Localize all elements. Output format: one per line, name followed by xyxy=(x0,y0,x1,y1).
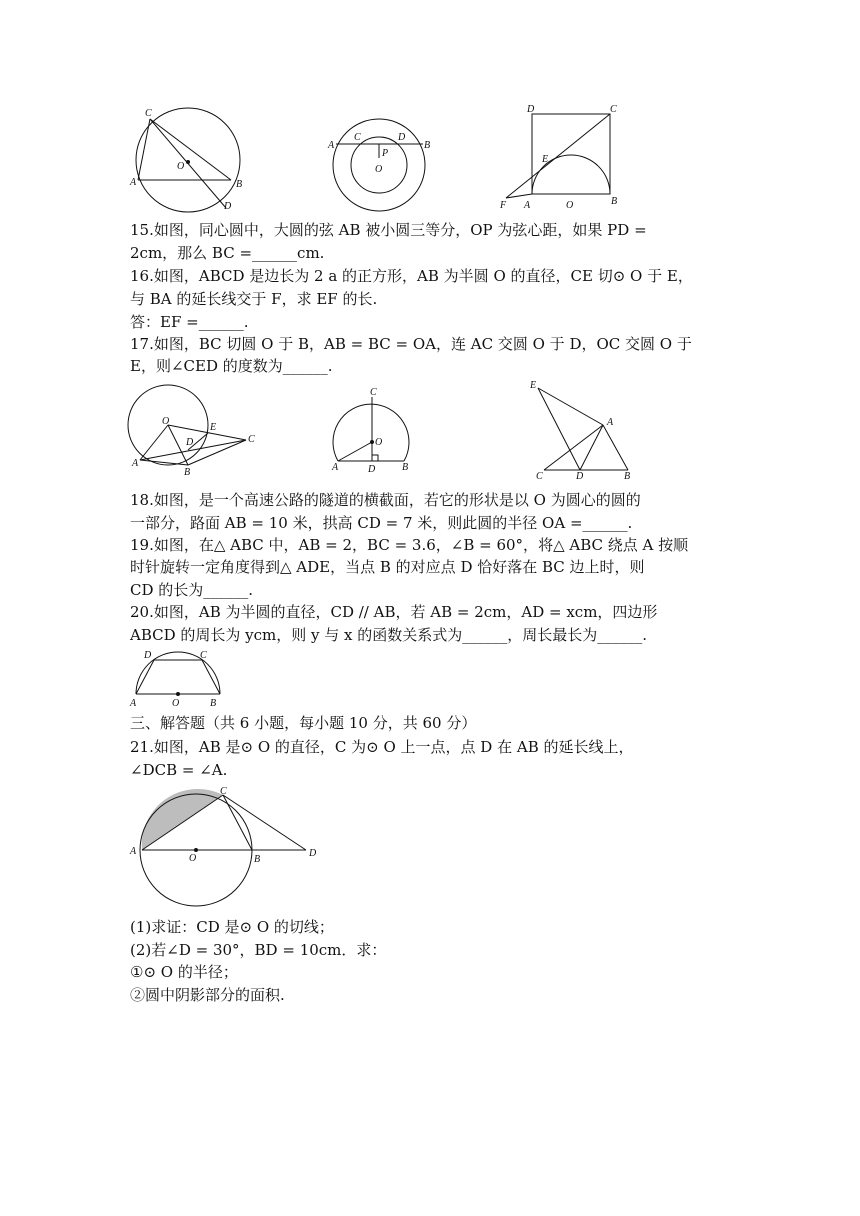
label-o: O xyxy=(375,164,383,175)
figure-tunnel-cross-section xyxy=(330,388,420,476)
label-d: D xyxy=(527,104,535,115)
q15-line1: 15.如图，同心圆中，大圆的弦 AB 被小圆三等分，OP 为弦心距，如果 PD = xyxy=(130,221,647,239)
label-a: A xyxy=(130,846,137,857)
figure-square-semicircle xyxy=(498,104,628,212)
label-c: C xyxy=(145,108,152,119)
q19-line2: 时针旋转一定角度得到△ ADE，当点 B 的对应点 D 恰好落在 BC 边上时，则 xyxy=(130,558,645,576)
label-d: D xyxy=(224,201,232,212)
q21-line1: 21.如图，AB 是⊙ O 的直径，C 为⊙ O 上一点，点 D 在 AB 的延长线上， xyxy=(130,738,634,756)
label-c: C xyxy=(354,132,361,143)
label-b: B xyxy=(402,462,409,473)
q15-line2: 2cm，那么 BC =______cm. xyxy=(130,244,325,262)
label-b: B xyxy=(424,140,431,151)
label-a: A xyxy=(130,177,137,188)
figure-circle-tangent xyxy=(128,380,268,480)
label-b: B xyxy=(184,467,191,478)
q19-line1: 19.如图，在△ ABC 中，AB = 2，BC = 3.6，∠B = 60°，将△ ABC 绕点 A 按顺 xyxy=(130,536,689,554)
label-a: A xyxy=(607,417,614,428)
label-b: B xyxy=(254,854,261,865)
q18-line2: 一部分，路面 AB = 10 米，拱高 CD = 7 米，则此圆的半径 OA =______. xyxy=(130,514,633,532)
q20-line2: ABCD 的周长为 ycm，则 y 与 x 的函数关系式为______，周长最长为______. xyxy=(130,626,648,644)
label-o: O xyxy=(172,698,180,709)
label-o: O xyxy=(375,437,383,448)
label-d: D xyxy=(144,650,152,661)
label-c: C xyxy=(610,104,617,115)
figure-circle-shaded-tangent xyxy=(126,784,326,910)
label-e: E xyxy=(530,380,537,391)
q21-part2: (2)若∠D = 30°，BD = 10cm．求： xyxy=(130,941,387,959)
label-o: O xyxy=(189,853,197,864)
label-o: O xyxy=(177,161,185,172)
figure-concentric-circles xyxy=(324,110,436,214)
label-c: C xyxy=(200,650,207,661)
q21-sub2: ②圆中阴影部分的面积. xyxy=(130,986,285,1004)
q21-part1: (1)求证：CD 是⊙ O 的切线； xyxy=(130,918,334,936)
q20-line1: 20.如图，AB 为半圆的直径，CD // AB，若 AB = 2cm，AD = xcm，四边形 xyxy=(130,603,658,621)
label-b: B xyxy=(624,471,631,482)
q18-line1: 18.如图，是一个高速公路的隧道的横截面，若它的形状是以 O 为圆心的圆的 xyxy=(130,491,641,509)
label-d: D xyxy=(398,132,406,143)
label-b: B xyxy=(611,196,618,207)
label-c: C xyxy=(220,786,227,797)
label-b: B xyxy=(236,179,243,190)
label-a: A xyxy=(328,140,335,151)
label-d: D xyxy=(309,848,317,859)
label-d: D xyxy=(576,471,584,482)
q16-line2: 与 BA 的延长线交于 F，求 EF 的长. xyxy=(130,290,378,308)
section-heading: 三、解答题（共 6 小题，每小题 10 分，共 60 分） xyxy=(130,714,477,732)
label-a: A xyxy=(332,462,339,473)
figure-rotated-triangles xyxy=(528,378,638,482)
q16-answer: 答：EF =______. xyxy=(130,313,249,331)
q19-line3: CD 的长为______. xyxy=(130,581,254,599)
label-a: A xyxy=(524,200,531,211)
q21-line2: ∠DCB = ∠A. xyxy=(130,761,228,779)
label-b: B xyxy=(210,698,217,709)
label-o: O xyxy=(566,200,574,211)
figure-semicircle-trapezoid xyxy=(128,646,228,708)
q21-sub1: ①⊙ O 的半径； xyxy=(130,963,238,981)
label-p: P xyxy=(382,148,389,159)
label-o: O xyxy=(162,416,170,427)
label-f: F xyxy=(500,200,507,211)
label-c: C xyxy=(536,471,543,482)
label-e: E xyxy=(210,422,217,433)
q16-line1: 16.如图，ABCD 是边长为 2 a 的正方形，AB 为半圆 O 的直径，CE 切⊙ O 于 E， xyxy=(130,267,693,285)
label-c: C xyxy=(370,387,377,398)
label-e: E xyxy=(542,154,549,165)
label-d: D xyxy=(368,464,376,475)
label-a: A xyxy=(130,698,137,709)
q17-line2: E，则∠CED 的度数为______. xyxy=(130,357,333,375)
label-c: C xyxy=(248,434,255,445)
figure-circle-cd-diameter xyxy=(128,105,258,215)
label-d: D xyxy=(186,437,194,448)
label-a: A xyxy=(132,458,139,469)
q17-line1: 17.如图，BC 切圆 O 于 B，AB = BC = OA，连 AC 交圆 O 于 D，OC 交圆 O 于 xyxy=(130,335,692,353)
